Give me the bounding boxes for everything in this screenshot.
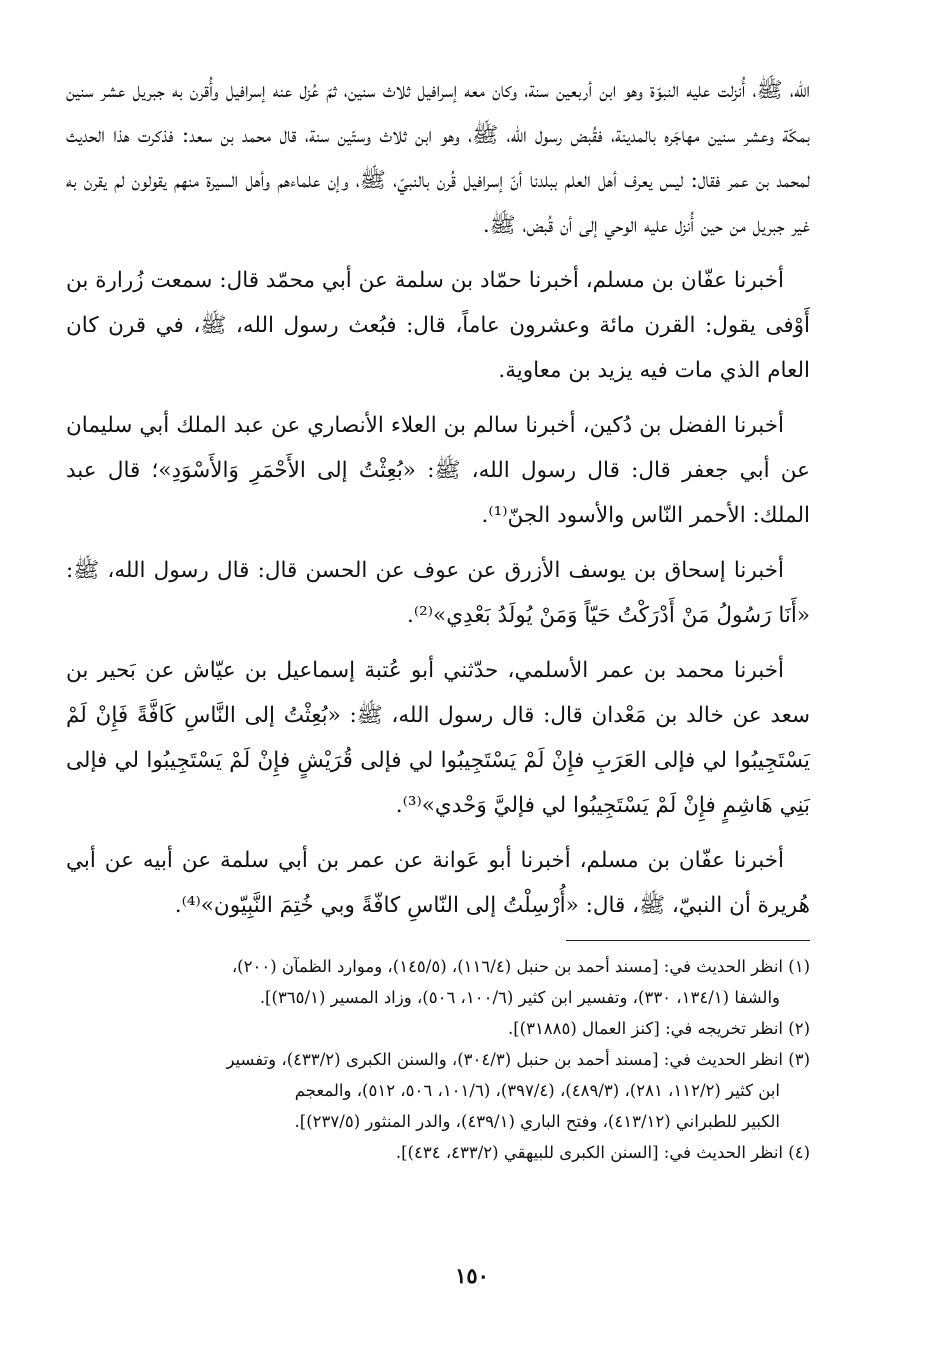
footnote-line: ابن كثير (١١٢/٢، ٢٨١)، (٤٨٩/٣)، (٣٩٧/٤)، (١٠١/٦، ٥٠٦، ٥١٢)، والمعجم [294, 1081, 780, 1100]
footnote-line: (٣) انظر الحديث في: [مسند أحمد بن حنبل (٣٠٤/٣)، والسنن الكبرى (٤٣٣/٢)، وتفسير [226, 1050, 810, 1069]
paragraph-1: الله، ﷺ، أُنزلت عليه النبوّة وهو ابن أربعين سنة، وكان معه إسرافيل ثلاث سنين، ثمّ عُزل عنه إسرافيل وأُقرن به جبريل عشر سنين بمكّة وعشر سنين مهاجَره بالمدينة، فقُبض رسول الله، ﷺ، وهو ابن ثلاث وستّين سنة، قال محمد بن سعد: فذكرت هذا الحديث لمحمد بن عمر فقال: ليس يعرف أهل العلم ببلدنا أنّ إسرافيل قُرن بالنبيّ، ﷺ، وإن علماءهم وأهل السيرة منهم يقولون لم يقرن به غير جبريل من حين أُنزل عليه الوحي إلى أن قُبض، ﷺ. [66, 78, 810, 238]
paragraph-2: أخبرنا عفّان بن مسلم، أخبرنا حمّاد بن سلمة عن أبي محمّد قال: سمعت زُرارة بن أَوْفى يقول: القرن مائة وعشرون عاماً، قال: فبُعث رسول الله، ﷺ، في قرن كان العام الذي مات فيه يزيد بن معاوية. [66, 268, 810, 383]
footnote-line: (١) انظر الحديث في: [مسند أحمد بن حنبل (١١٦/٤)، (١٤٥/٥)، وموارد الظمآن (٢٠٠)، [231, 957, 810, 976]
main-text [66, 68, 810, 928]
paragraph-3: أخبرنا الفضل بن دُكين، أخبرنا سالم بن العلاء الأنصاري عن عبد الملك أبي سليمان عن أبي جعفر قال: قال رسول الله، ﷺ: «بُعِثْتُ إلى الأَحْمَرِ وَالأَسْوَدِ»؛ قال عبد الملك: الأحمر النّاس والأسود الجنّ⁽¹⁾. [66, 413, 810, 528]
footnote-3 [66, 1044, 810, 1137]
footnote-line: والشفا (١٣٤/١، ٣٣٠)، وتفسير ابن كثير (١٠٠/٦، ٥٠٦)، وزاد المسير (٣٦٥/١)]. [259, 988, 780, 1007]
footnote-1 [66, 951, 810, 1013]
footnote-line: الكبير للطبراني (٤١٣/١٢)، وفتح الباري (٤٣٩/١)، والدر المنثور (٢٣٧/٥)]. [294, 1112, 780, 1131]
paragraph-4: أخبرنا إسحاق بن يوسف الأزرق عن عوف عن الحسن قال: قال رسول الله، ﷺ: «أَنَا رَسُولُ مَنْ أَدْرَكْتُ حَيّاً وَمَنْ يُولَدُ بَعْدِي»⁽²⁾. [66, 558, 810, 628]
paragraph-5: أخبرنا محمد بن عمر الأسلمي، حدّثني أبو عُتبة إسماعيل بن عيّاش عن بَحير بن سعد عن خالد بن مَعْدان قال: قال رسول الله، ﷺ: «بُعِثْتُ إلى النَّاسِ كَافَّةً فَإِنْ لَمْ يَسْتَجِيبُوا لي فإلى العَرَبِ فإِنْ لَمْ يَسْتَجِيبُوا لي فإلى قُرَيْشٍ فإِنْ لَمْ يَسْتَجِيبُوا لي فإلى بَنِي هَاشِمٍ فإِنْ لَمْ يَسْتَجِيبُوا لي فإليَّ وَحْدي»⁽³⁾. [66, 658, 810, 818]
footnote-2 [66, 1013, 810, 1044]
paragraph-6: أخبرنا عفّان بن مسلم، أخبرنا أبو عَوانة عن عمر بن أبي سلمة عن أبيه عن أبي هُريرة أن النبيّ، ﷺ، قال: «أُرْسِلْتُ إلى النّاسِ كافّةً وبي خُتِمَ النَّبِيّون»⁽⁴⁾. [66, 848, 810, 918]
footnote-line: (٤) انظر الحديث في: [السنن الكبرى للبيهقي (٤٣٣/٢، ٤٣٤)]. [395, 1143, 810, 1162]
page-number: ١٥٠ [455, 1263, 489, 1288]
footnote-line: (٢) انظر تخريجه في: [كنز العمال (٣١٨٨٥)]. [507, 1019, 810, 1038]
footnote-divider [566, 940, 810, 941]
footnotes [66, 951, 810, 1168]
footnote-4 [66, 1137, 810, 1168]
